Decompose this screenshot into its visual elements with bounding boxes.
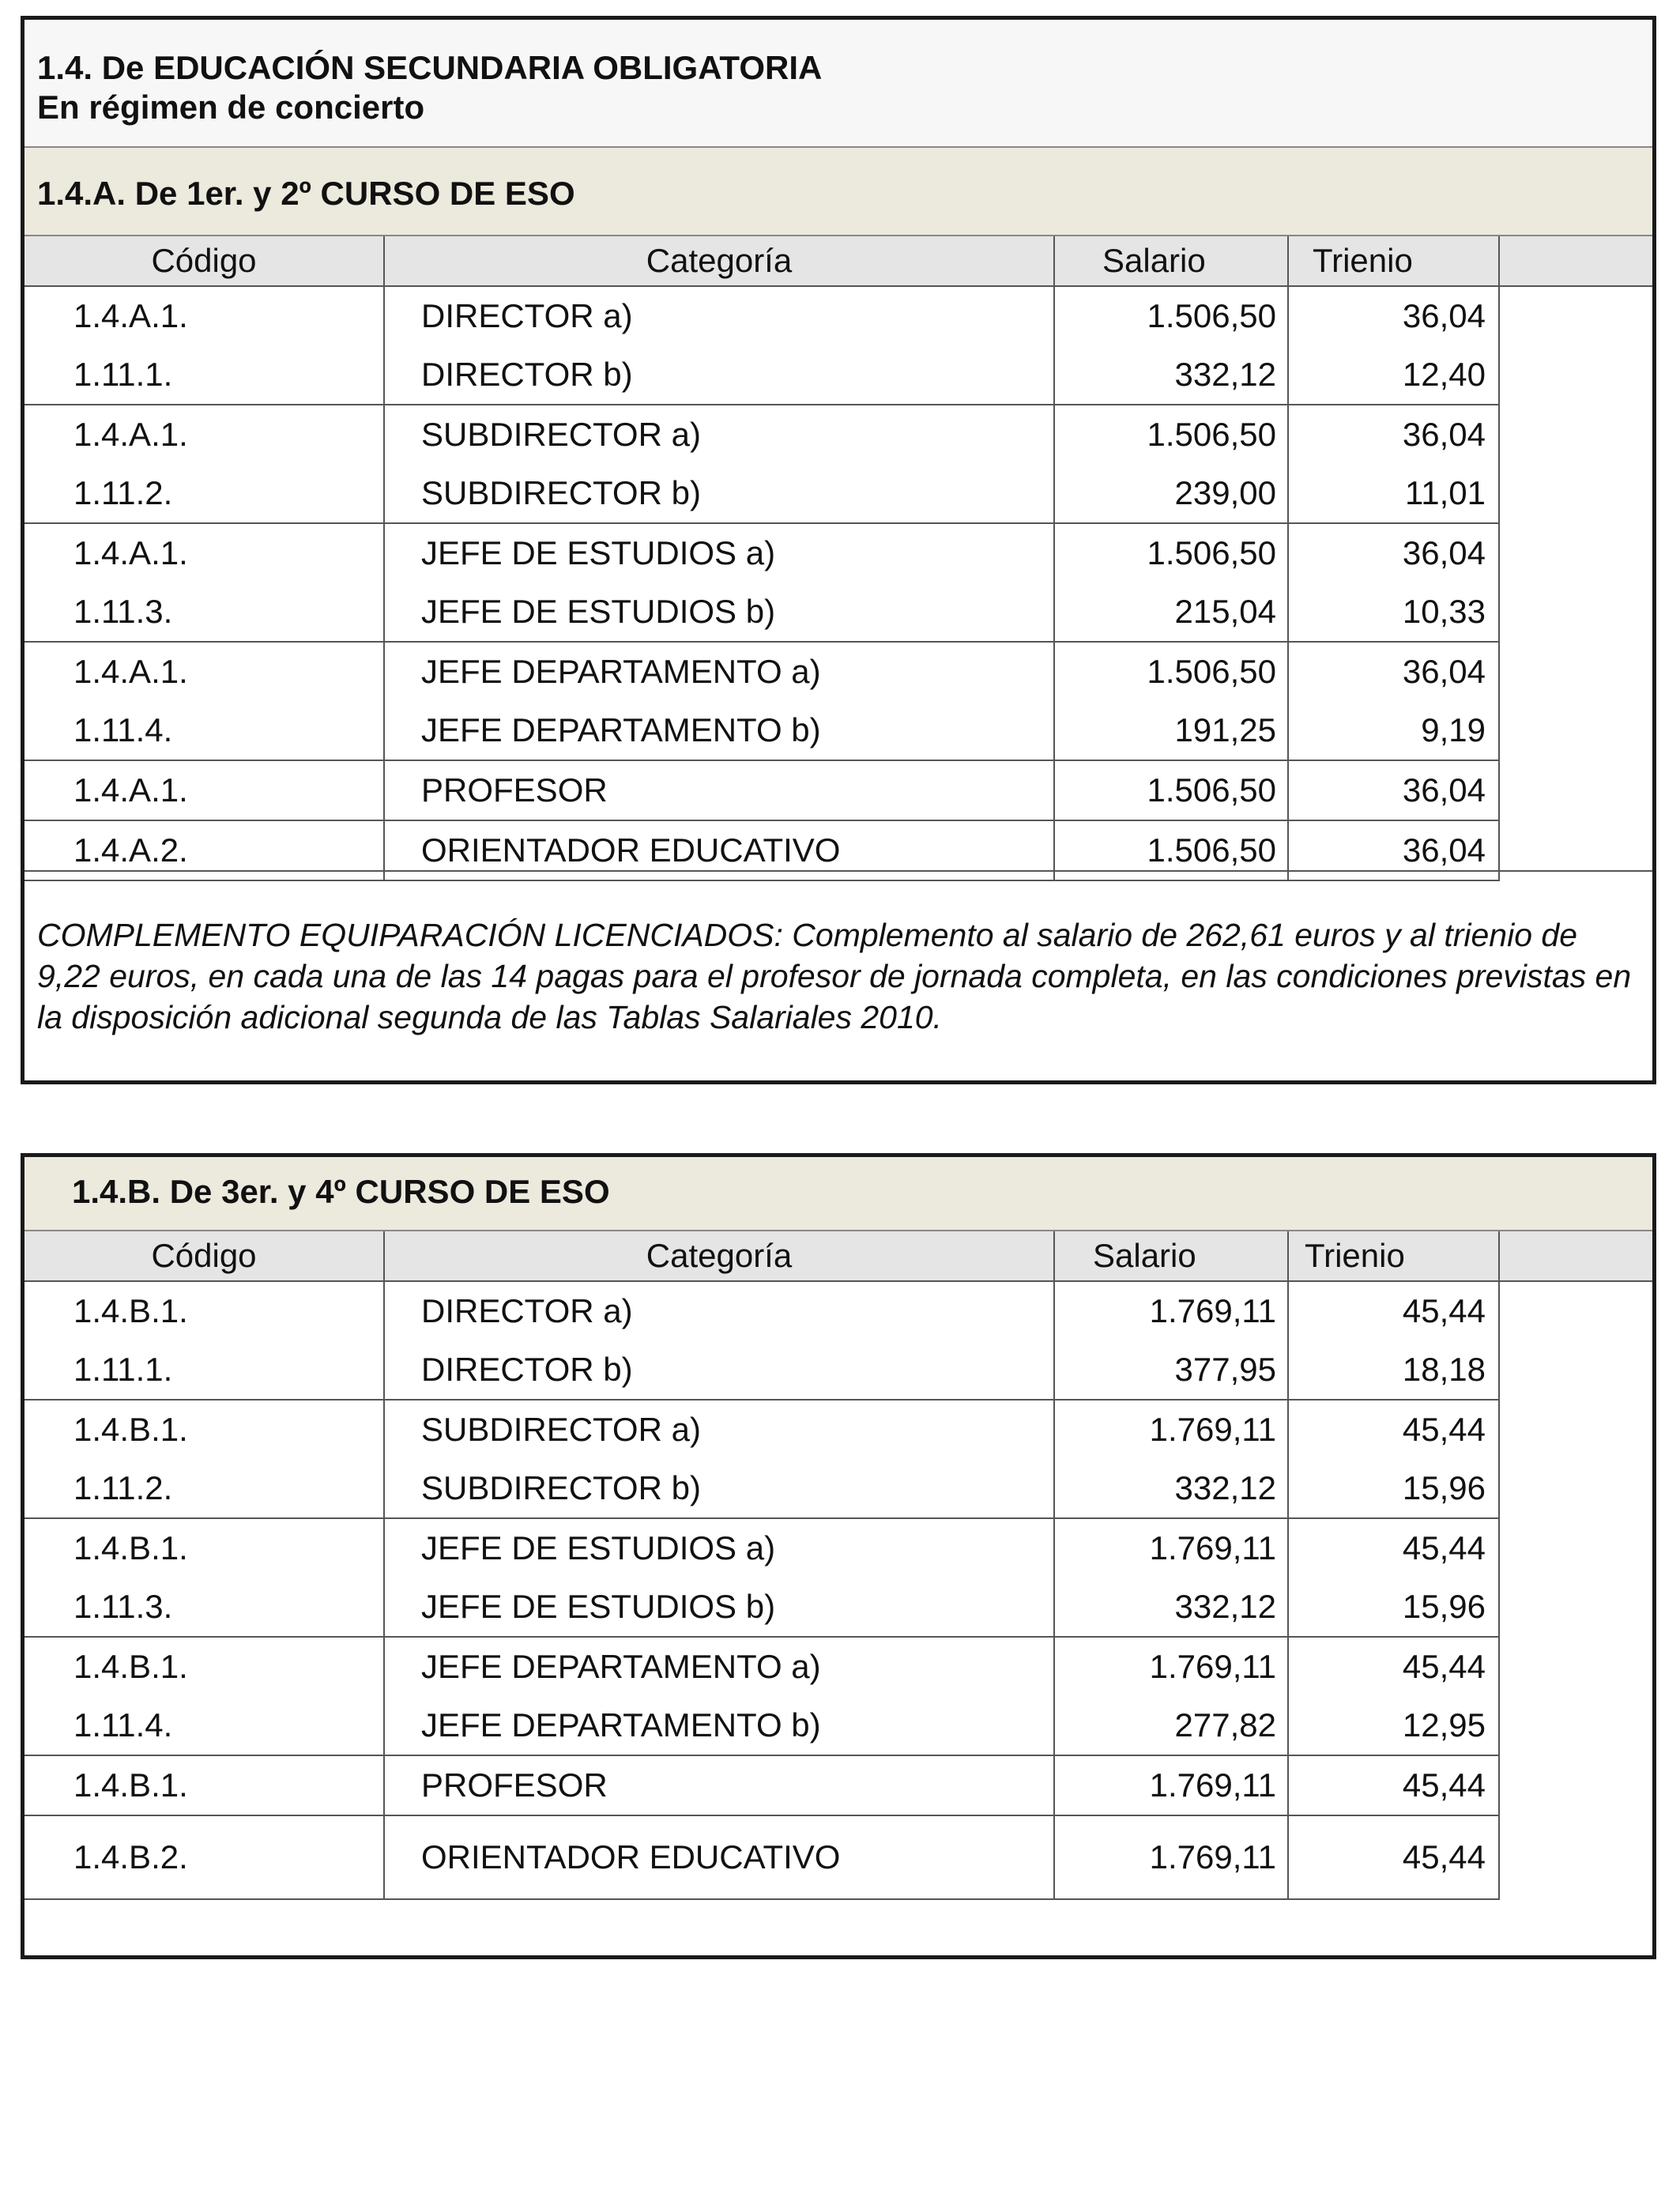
row-code: 1.4.A.1. (24, 405, 384, 464)
section-b-panel (21, 1153, 1656, 1959)
table-row (24, 1518, 1652, 1578)
header-blank (1499, 1231, 1652, 1281)
row-salary: 1.506,50 (1054, 642, 1288, 701)
row-salary: 1.769,11 (1054, 1815, 1288, 1899)
row-triennium: 36,04 (1288, 820, 1499, 880)
row-triennium: 36,04 (1288, 286, 1499, 345)
row-salary: 215,04 (1054, 582, 1288, 642)
row-blank (1499, 1400, 1652, 1459)
row-triennium: 15,96 (1288, 1578, 1499, 1637)
row-triennium: 45,44 (1288, 1815, 1499, 1899)
row-salary: 1.506,50 (1054, 286, 1288, 345)
table-row (24, 1340, 1652, 1400)
header-salary: Salario (1054, 236, 1288, 286)
row-code: 1.4.B.2. (24, 1815, 384, 1899)
row-blank (1499, 1578, 1652, 1637)
row-category: ORIENTADOR EDUCATIVO (384, 1815, 1054, 1899)
row-blank (1499, 405, 1652, 464)
row-category: SUBDIRECTOR b) (384, 464, 1054, 523)
row-triennium: 11,01 (1288, 464, 1499, 523)
row-code: 1.4.B.1. (24, 1755, 384, 1815)
row-triennium: 45,44 (1288, 1637, 1499, 1696)
row-blank (1499, 1637, 1652, 1696)
row-code: 1.4.A.1. (24, 642, 384, 701)
row-code: 1.4.A.2. (24, 820, 384, 880)
row-salary: 1.506,50 (1054, 760, 1288, 820)
row-blank (1499, 701, 1652, 760)
row-category: DIRECTOR b) (384, 345, 1054, 405)
row-salary: 1.769,11 (1054, 1400, 1288, 1459)
header-category: Categoría (384, 1231, 1054, 1281)
row-blank (1499, 464, 1652, 523)
row-triennium: 12,95 (1288, 1696, 1499, 1755)
row-salary: 239,00 (1054, 464, 1288, 523)
table-header-row (24, 236, 1652, 286)
row-blank (1499, 345, 1652, 405)
header-salary: Salario (1054, 1231, 1288, 1281)
row-triennium: 36,04 (1288, 405, 1499, 464)
row-salary: 332,12 (1054, 1578, 1288, 1637)
table-row (24, 405, 1652, 464)
row-code: 1.4.A.1. (24, 286, 384, 345)
row-triennium: 36,04 (1288, 642, 1499, 701)
table-row (24, 1400, 1652, 1459)
row-category: PROFESOR (384, 1755, 1054, 1815)
row-category: JEFE DEPARTAMENTO a) (384, 1637, 1054, 1696)
row-triennium: 18,18 (1288, 1340, 1499, 1400)
row-category: ORIENTADOR EDUCATIVO (384, 820, 1054, 880)
row-salary: 1.506,50 (1054, 523, 1288, 582)
section-a-subtitle: 1.4.A. De 1er. y 2º CURSO DE ESO (24, 148, 1652, 236)
row-salary: 1.769,11 (1054, 1755, 1288, 1815)
row-triennium: 36,04 (1288, 523, 1499, 582)
row-salary: 1.506,50 (1054, 820, 1288, 880)
row-code: 1.4.B.1. (24, 1281, 384, 1340)
row-category: DIRECTOR b) (384, 1340, 1054, 1400)
row-category: JEFE DE ESTUDIOS b) (384, 1578, 1054, 1637)
header-blank (1499, 236, 1652, 286)
table-row (24, 523, 1652, 582)
section-a-title (24, 20, 1652, 148)
section-b-subtitle: 1.4.B. De 3er. y 4º CURSO DE ESO (24, 1157, 1652, 1231)
row-triennium: 45,44 (1288, 1518, 1499, 1578)
row-triennium: 9,19 (1288, 701, 1499, 760)
row-code: 1.11.1. (24, 1340, 384, 1400)
row-triennium: 45,44 (1288, 1755, 1499, 1815)
table-row (24, 1696, 1652, 1755)
table-row (24, 1281, 1652, 1340)
row-salary: 332,12 (1054, 345, 1288, 405)
row-category: JEFE DE ESTUDIOS a) (384, 1518, 1054, 1578)
header-code: Código (24, 1231, 384, 1281)
row-blank (1499, 1755, 1652, 1815)
row-blank (1499, 1340, 1652, 1400)
header-triennium: Trienio (1288, 1231, 1499, 1281)
table-row (24, 1578, 1652, 1637)
table-row (24, 760, 1652, 820)
salary-table-a (24, 236, 1652, 881)
row-blank (1499, 760, 1652, 820)
section-a-title-line1: 1.4. De EDUCACIÓN SECUNDARIA OBLIGATORIA (37, 49, 823, 86)
row-blank (1499, 523, 1652, 582)
header-category: Categoría (384, 236, 1054, 286)
row-category: SUBDIRECTOR b) (384, 1459, 1054, 1518)
row-category: JEFE DE ESTUDIOS b) (384, 582, 1054, 642)
table-row (24, 345, 1652, 405)
table-row (24, 642, 1652, 701)
row-blank (1499, 1281, 1652, 1340)
row-code: 1.4.B.1. (24, 1400, 384, 1459)
table-row (24, 1459, 1652, 1518)
row-category: DIRECTOR a) (384, 286, 1054, 345)
row-code: 1.4.A.1. (24, 760, 384, 820)
row-salary: 277,82 (1054, 1696, 1288, 1755)
row-category: DIRECTOR a) (384, 1281, 1054, 1340)
row-code: 1.11.4. (24, 1696, 384, 1755)
row-salary: 1.769,11 (1054, 1637, 1288, 1696)
row-blank (1499, 1518, 1652, 1578)
row-code: 1.4.B.1. (24, 1637, 384, 1696)
row-category: SUBDIRECTOR a) (384, 1400, 1054, 1459)
row-code: 1.4.B.1. (24, 1518, 384, 1578)
row-blank (1499, 642, 1652, 701)
row-triennium: 36,04 (1288, 760, 1499, 820)
row-category: JEFE DE ESTUDIOS a) (384, 523, 1054, 582)
row-salary: 1.506,50 (1054, 405, 1288, 464)
row-triennium: 45,44 (1288, 1400, 1499, 1459)
row-code: 1.11.1. (24, 345, 384, 405)
row-salary: 1.769,11 (1054, 1518, 1288, 1578)
salary-table-b (24, 1231, 1652, 1900)
row-salary: 377,95 (1054, 1340, 1288, 1400)
section-a-panel (21, 16, 1656, 1084)
row-salary: 1.769,11 (1054, 1281, 1288, 1340)
table-row (24, 464, 1652, 523)
row-category: SUBDIRECTOR a) (384, 405, 1054, 464)
row-salary: 191,25 (1054, 701, 1288, 760)
row-blank (1499, 286, 1652, 345)
row-triennium: 10,33 (1288, 582, 1499, 642)
row-blank (1499, 582, 1652, 642)
row-code: 1.11.2. (24, 464, 384, 523)
note-divider (24, 870, 1652, 872)
row-triennium: 12,40 (1288, 345, 1499, 405)
row-blank (1499, 1815, 1652, 1899)
header-triennium: Trienio (1288, 236, 1499, 286)
row-blank (1499, 1459, 1652, 1518)
row-category: JEFE DEPARTAMENTO a) (384, 642, 1054, 701)
table-row (24, 1815, 1652, 1899)
row-triennium: 45,44 (1288, 1281, 1499, 1340)
row-code: 1.11.2. (24, 1459, 384, 1518)
table-header-row (24, 1231, 1652, 1281)
table-row (24, 701, 1652, 760)
table-row (24, 1755, 1652, 1815)
table-row (24, 286, 1652, 345)
row-triennium: 15,96 (1288, 1459, 1499, 1518)
section-a-title-line2: En régimen de concierto (37, 89, 425, 126)
row-category: PROFESOR (384, 760, 1054, 820)
row-code: 1.11.3. (24, 1578, 384, 1637)
row-category: JEFE DEPARTAMENTO b) (384, 1696, 1054, 1755)
header-code: Código (24, 236, 384, 286)
table-row (24, 1637, 1652, 1696)
table-row (24, 582, 1652, 642)
row-blank (1499, 1696, 1652, 1755)
row-category: JEFE DEPARTAMENTO b) (384, 701, 1054, 760)
row-code: 1.4.A.1. (24, 523, 384, 582)
row-salary: 332,12 (1054, 1459, 1288, 1518)
licenciados-note: COMPLEMENTO EQUIPARACIÓN LICENCIADOS: Complemento al salario de 262,61 euros y al trienio de 9,22 euros, en cada una de las 14 pagas para el profesor de jornada completa, en las condiciones previstas en la disposición adicional segunda de las Tablas Salariales 2010. (37, 917, 1632, 1035)
row-code: 1.11.4. (24, 701, 384, 760)
row-code: 1.11.3. (24, 582, 384, 642)
